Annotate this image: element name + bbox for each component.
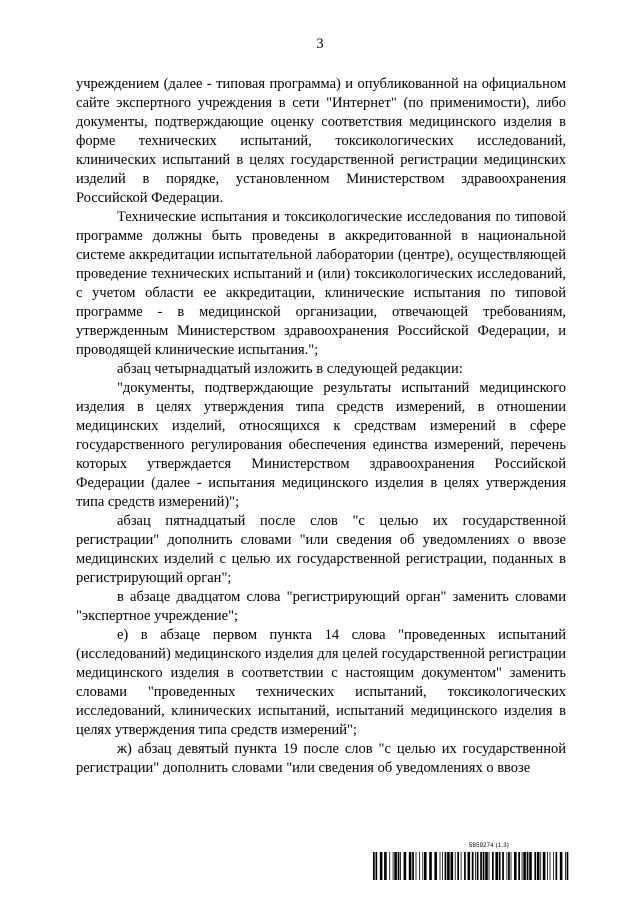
page-number: 3 (316, 36, 324, 52)
paragraph: Технические испытания и токсикологические исследования по типовой программе должны быть проведены в аккредитованной в национальной системе аккредитации испытательной лаборатории (центре), осуществляющей проведение технических испытаний и (или) токсикологических исследований, с учетом области ее аккредитации, клинические испытания по типовой программе - в медицинской организации, отвечающей требованиям, утвержденным Министерством здравоохранения Российской Федерации, и проводящей клинические испытания."; (76, 209, 566, 358)
paragraph: ж) абзац девятый пункта 19 после слов "с целью их государственной регистрации" дополнить словами "или сведения об уведомлениях о ввозе (76, 741, 566, 776)
document-footer (373, 843, 569, 883)
paragraph: е) в абзаце первом пункта 14 слова "проведенных испытаний (исследований) медицинского изделия для целей государственной регистрации медицинского изделия в соответствии с настоящим документом" заменить словами "проведенных технических испытаний, токсикологических исследований, клинических испытаний, испытаний медицинского изделия в целях утверждения типа средств измерений"; (76, 627, 566, 738)
paragraph: в абзаце двадцатом слова "регистрирующий орган" заменить словами "экспертное учреждение"; (76, 589, 566, 624)
barcode (373, 852, 569, 880)
paragraph: "документы, подтверждающие результаты испытаний медицинского изделия в целях утверждения типа средств измерений, в отношении медицинских изделий, относящихся к средствам измерений в сфере государственного регулирования обеспечения единства измерений, перечень которых утверждается Министерством здравоохранения Российской Федерации (далее - испытания медицинского изделия в целях утверждения типа средств измерений)"; (76, 380, 566, 510)
paragraph: учреждением (далее - типовая программа) и опубликованной на официальном сайте экспертного учреждения в сети "Интернет" (по применимости), либо документы, подтверждающие оценку соответствия медицинского изделия в форме технических испытаний, токсикологических исследований, клинических испытаний в целях государственной регистрации медицинских изделий в порядке, установленном Министерством здравоохранения Российской Федерации. (76, 76, 566, 206)
document-body (76, 75, 566, 778)
paragraph: абзац пятнадцатый после слов "с целью их государственной регистрации" дополнить словами "или сведения об уведомлениях о ввозе медицинских изделий с целью их государственной регистрации, поданных в регистрирующий орган"; (76, 513, 566, 586)
paragraph: абзац четырнадцатый изложить в следующей редакции: (117, 361, 463, 377)
document-code: 5859274 (1.3) (469, 843, 509, 849)
